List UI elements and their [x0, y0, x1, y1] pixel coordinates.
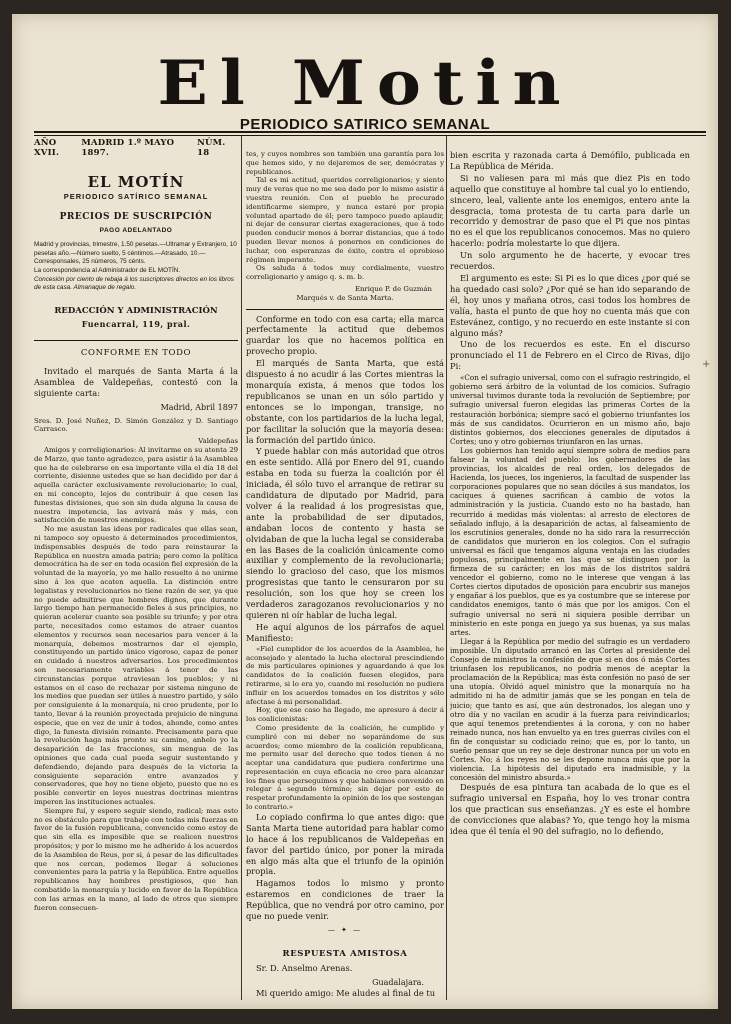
masthead	[12, 47, 718, 133]
reply-opening: Mi querido amigo: Me aludes al final de tu	[256, 987, 436, 998]
column-1	[34, 150, 238, 1002]
commentary-closing: Hagamos todos lo mismo y pronto estaremos en condiciones de traer la República, que no vendrá por otro camino, por que no puede venir.	[246, 878, 444, 922]
commentary-closing: Lo copiado confirma lo que antes digo: que Santa Marta tiene autoridad para hablar como lo hace á los republicanos de Valdepeñas en favor del partido único, por poner la mirada en algo más alta que el triunfo de la opinión propia.	[246, 811, 444, 877]
article-title-conforme: CONFORME EN TODO	[80, 347, 192, 358]
section-divider-ornament: — ✦ —	[327, 925, 363, 934]
manifesto-quote: «Fiel cumplidor de los acuerdos de la Asamblea, he aconsejado y alentado la lucha electoral prescindiendo de mis particulares opiniones y aguardando á que los candidatos de la coalición fuesen elegidos, para retirarme, si lo era yo, cuando mi resolución no pudiera influir en los acuerdos tomados en los distritos y sólo afectase á mi personalidad.	[246, 644, 444, 706]
dateline-date: MADRID 1.º MAYO 1897.	[81, 138, 175, 158]
commentary-paragraph: El marqués de Santa Marta, que está dispuesto á no acudir á las Cortes mientras la monarquía exista, á menos que todos los republicanos se unan en un sólo partido y entonces se lo impongan, transige, no obstante, con los partidarios de la lucha legal, por facilitar la solución que la mayoría desea: la formación del partido único.	[246, 358, 444, 445]
office-heading: REDACCIÓN Y ADMINISTRACIÓN	[54, 305, 218, 316]
column-2	[246, 150, 444, 1002]
manifesto-quote: Hoy, que ese caso ha llegado, me apresuro á decir á los coalicionistas:	[246, 706, 444, 724]
letter-paragraph: Amigos y correligionarios: Al invitarme en su atenta 29 de Marzo, que tanto agradezco, para asistir á la Asamblea que ha de celebrarse en esa importante villa el día 18 del corriente, disienne ustedes que se han decidido por dar á aquella carácter exclusivamente revolucionario; lo cual, en mi concepto, lejos de contribuir á que cesen las funestas divisiones, que son sin duda alguna la causa de nuestra impotencia, las avivará más y más, con satisfacción de nuestros enemigos.	[34, 446, 238, 525]
letter-signature: Enrique P. de Guzmán	[354, 284, 432, 293]
margin-pencil-mark: +	[702, 359, 711, 370]
letter-paragraph: Siempre fuí, y espero seguir siendo, radical; mas esto no es obstáculo para que trabaje con todas mis fuerzas en favor de la fusión republicana, convencido como estoy de que sin ella es imposible que se realicen nuestros propósitos; y por lo mismo me he adherido á los acuerdos de la Asamblea de Reus, por si, á pesar de las dificultades que nos cercan, podemos llegar á soluciones convenientes para la patria y la República. Entre aquellos republicanos hay hombres prestigiosos, que han combatido la monarquía y lucido en favor de la República con las armas en la mano, al lado de otros que siempre fueron consecuen-	[34, 806, 238, 912]
column-divider-2	[446, 136, 447, 1000]
reply-paragraph: Uno de los recuerdos es este. En el discurso pronunciado el 11 de Febrero en el Circo de Rivas, dijo Pi:	[450, 339, 690, 372]
reply-paragraph: bien escrita y razonada carta á Demófilo, publicada en La República de Mérida.	[450, 150, 690, 171]
pi-quote: «Con el sufragio universal, como con el sufragio restringido, el gobierno será árbitro de la voluntad de los comicios. Sufragio universal tuvimos durante toda la revolución de Septiembre; por sufragio universal fueron elegidas las primeras Cortes de la restauración borbónica; siempre sacó el gobierno triunfantes los más de sus candidatos. Ocurrieron en un mismo año, bajo distintos gobiernos, dos elecciones generales de diputados á Cortes; uno y otro gobiernos triunfaron en las urnas.	[450, 373, 690, 446]
prices-heading: PRECIOS DE SUSCRIPCIÓN	[59, 212, 213, 223]
info-box-title: EL MOTÍN	[87, 173, 185, 191]
section-rule	[246, 309, 444, 310]
dateline-number: NÚM. 18	[197, 138, 226, 158]
column-3	[450, 150, 690, 1002]
dateline-year: AÑO XVII.	[34, 138, 60, 158]
reply-addressee: Sr. D. Anselmo Arenas.	[256, 963, 353, 974]
reply-paragraph: El argumento es este: Si Pi es lo que dices ¿por qué se ha quedado casi solo? ¿Por qué se han ido separando de él, hoy unos y mañana otros, casi todos los hombres de valía, hasta el punto de que hoy no cuenta más que con Estevánez, contigo, y no recuerdo en este instante si con alguno más?	[450, 272, 690, 338]
letter-city: Valdepeñas	[198, 437, 238, 446]
commentary-paragraph: Y puede hablar con más autoridad que otros en este sentido. Allá por Enero del 91, cuando estaba en toda su fuerza la coalición por él iniciada, él sólo tuvo el arranque de retirar su candidatura de diputado por Madrid, para volver á la realidad á los progresistas que, ante la probabilidad de ser diputados, andaban locos de contento y hasta se olvidaban de que la lucha legal se consideraba en las Bases de la coalición únicamente como auxiliar y complemento de la revolucionaria; siendo lo gracioso del caso, que los mismos progresistas que tanto le censuraron por su resolución, son los que hoy se creen los verdaderos zaragozanos revolucionarios y no quieren ni oír hablar de lucha legal.	[246, 446, 444, 621]
letter-paragraph: Tal es mi actitud, queridos correligionarios; y siento muy de veras que no me sea dado por lo mismo asistir á vuestra reunión. Con el pueblo he procurado identificarme siempre, y nunca estaré por propia voluntad apartado de él; pero tampoco puedo aplaudir, ni dejar de censurar ciertas exageraciones, que á todo pueden conducir menos á borrar distancias, que á todo pueden llevar menos á ponernos en condiciones de luchar, con esperanzas de éxito, contra el oprobioso régimen imperante.	[246, 176, 444, 264]
discount-note: Concesión por ciento de rebaja á los suscriptores directos en los libros de esta casa. Almanaque de regalo.	[34, 276, 234, 292]
reply-paragraph: Si no valiesen para mi más que diez Pis en todo aquello que constituye al hombre tal cual yo lo entiendo, sincero, leal, valiente ante los enemigos, entero ante la desgracia, toma protesta de tu carta para darle un recorrido y demostrar de paso que el Pi que nos pintas no es el que los republicanos conocemos. Mas no quiero hacerlo: podría molestarte lo que dijera.	[450, 172, 690, 249]
letter-paragraph: No me asustan las ideas por radicales que ellas sean, ni tampoco soy opuesto á determinados procedimientos, indispensables después de todo para reinstaurar la República en nuestra amada patria; pero como la política democrática ha de ser en toda ocasión fiel expresión de la voluntad de la mayoría, yo me hallo resuelto á no unirme sino á los que acaten aquella. La distinción entre legalistas y revolucionarios no tiene razón de ser, ya que no puede admitirse que hombres dignos, que durante largo tiempo han permanecido fieles á sus principios, no quieran acelerar cuanto sea posible su triunfo; y por otra parte, necesitados como estamos de atraer cuantos elementos y recursos sean necesarios para vencer á la monarquía, debemos mostrarnos dar el ejemplo, constituyendo un partido único vigoroso, capaz de poner en cuidado á nuestros adversarios. Los procedimientos son necesariamente variables á tenor de las circunstancias porque atraviesan los pueblos; y ni estamos en el caso de rechazar por sistema ninguno de los medios que puedan ser útiles á nuestro partido, y sólo por consiguiente á la monarquía, ni creo prudente, por lo tanto, llevar á la reunión proyectada prejuicio de ninguna especie, que en vez de unir á todos, ahonde, como antes digo, la funesta división reinante. Precisamente para que la revolución haga más pronto su camino, anhelo yo la desaparición de las fracciones, sin mengua de las opiniones que cada cual pueda seguir sustentando y defendiendo, dejando para después de la victoria la consiguiente separación entre avanzados y conservadores, que hoy no tiene objeto, puesto que no es posible convertir en leyes nuestras doctrinas mientras imperen las instituciones actuales.	[34, 525, 238, 806]
letter-paragraph: Os saluda á todos muy cordialmente, vuestro correligionario y amigo q. s. m. b.	[246, 264, 444, 282]
article-title-respuesta: RESPUESTA AMISTOSA	[282, 948, 408, 959]
masthead-subtitle: PERIODICO SATIRICO SEMANAL	[239, 116, 491, 133]
manifesto-quote: Como presidente de la coalición, he cumplido y cumpliré con mi deber no separándome de sus acuerdos; como miembro de la coalición republicana, me permito usar del derecho que todos tienen á no aceptar una candidatura que pudiera conferirme una representación en cuya eficacia no creo para alcanzar los fines que perseguimos y que habíamos convenido en relegar á segundo término; sin dejar por esto de respetar profundamente la opinión de los que sostengan lo contrario.»	[246, 723, 444, 812]
masthead-rule-bottom	[34, 135, 706, 136]
masthead-rule-top	[34, 131, 706, 133]
letter-paragraph: tes, y cuyos nombres son también una garantía para los que hemos sido, y no dejaremos de ser, demócratas y republicanos.	[246, 150, 444, 176]
reply-paragraph: Un solo argumento he de hacerte, y evocar tres recuerdos.	[450, 250, 690, 272]
column-divider-1	[241, 136, 242, 1000]
reply-city: Guadalajara.	[372, 978, 424, 988]
article-intro: Invitado el marqués de Santa Marta á la Asamblea de Valdepeñas, contestó con la siguiente carta:	[34, 366, 238, 399]
pi-quote: Los gobiernos han tenido aquí siempre sobra de medios para falsear la voluntad del pueblo: los gobernadores de las provincias, los alcaldes de real orden, los delegados de Hacienda, los jueces, los ingenieros, la facultad de suspender las corporaciones populares que no sean dóciles á sus mandatos, los caciques á quienes sacrifican á cambio de votos la administración y la justicia. Cuando esto no ha bastado, han recurrido á medidas más violentas: al arresto de electores de señalado influjo, á la desaparición de actas, al falseamiento de los escrutinios generales, donde no ha sido rara la resurrección de candidatos que murieron en los colegios. Con el sufragio universal es fácil que tengamos alguna ventaja en las ciudades populosas, principalmente en las que se distinguen por la firmeza de su carácter; en los más de los distritos saldrá vencedor el gobierno, como no le interese que vengan á las Cortes ciertos diputados de oposición para encubrir sus manejos y engañar á los pueblos, que es ya costumbre que se interese por candidatos enemigos, tanto ó más que por los amigos. Con el sufragio universal no será ni siquiera posible derribar un ministerio en este ponga en juego ya sus buenas, ya sus malas artes.	[450, 445, 690, 637]
reply-closing: Después de esa pintura tan acabada de lo que es el sufragio universal en España, hoy lo ves tronar contra los que practican sus enseñanzas. ¿Y es este el hombre de convicciones que alabas? Yo, que tengo hoy la misma idea que él tenía el 90 del sufragio, no lo defiendo,	[450, 782, 690, 836]
pi-quote: Llegar á la República por medio del sufragio es un verdadero imposible. Un diputado arrancó en las Cortes al presidente del Consejo de ministros la confesión de que si en dos ó más Cortes triunfasen los republicanos, no podría menos de aceptar la proclamación de la República; mas ésta confesión no pasó de ser una utopía. Olvidó aquel ministro que la monarquía no ha admitido ni ha de admitir jamás que se les pongan en tela de juicio; que tanto es así, que aún destronados, los alegan uno y otro día y no vacilan en acudir á la fuerza para reivindicarlos; que aquí tenemos pretendientes á la corona, y con no haber reinado nunca, nos han envuelto ya en tres guerras civiles con el fin de conquistar su codiciado reino; que es, por lo tanto, un sueño pensar que un rey se deje destronar nunca por un voto en Cortes. No; á los reyes no se les depone nunca más que por la violencia. La hipótesis del diputado era inadmisible, y la concesión del ministro absurda.»	[450, 636, 690, 783]
subscription-rates: Madrid y provincias, trimestre, 1.50 pesetas.—Ultramar y Extranjero, 10 pesetas año.—Número suelto, 5 céntimos.—Atrasado, 10.—Corresponsales, 25 números, 75 cénts.	[34, 241, 237, 265]
newspaper-page	[12, 14, 718, 1009]
letter-place-date: Madrid, Abril 1897	[160, 403, 238, 413]
info-box-subtitle: PERIODICO SATÍRICO SEMANAL	[63, 191, 209, 201]
commentary-paragraph: He aquí algunos de los párrafos de aquel Manifiesto:	[246, 621, 444, 643]
letter-signature-title: Marqués v. de Santa Marta.	[296, 293, 394, 302]
payment-note: PAGO ADELANTADO	[99, 226, 173, 234]
commentary-paragraph: Conforme en todo con esa carta; ella marca perfectamente la actitud que debemos guardar los que no hacemos política en provecho propio.	[246, 313, 444, 357]
correspondence-note: La correspondencia al Administrador de EL MOTÍN.	[34, 266, 181, 274]
letter-addressees: Sres. D. José Nuñez, D. Simón González y D. Santiago Carrasco.	[34, 416, 238, 434]
office-address: Fuencarral, 119, pral.	[81, 319, 191, 330]
masthead-title: El Motin	[157, 47, 573, 119]
info-box-rule	[34, 340, 238, 341]
